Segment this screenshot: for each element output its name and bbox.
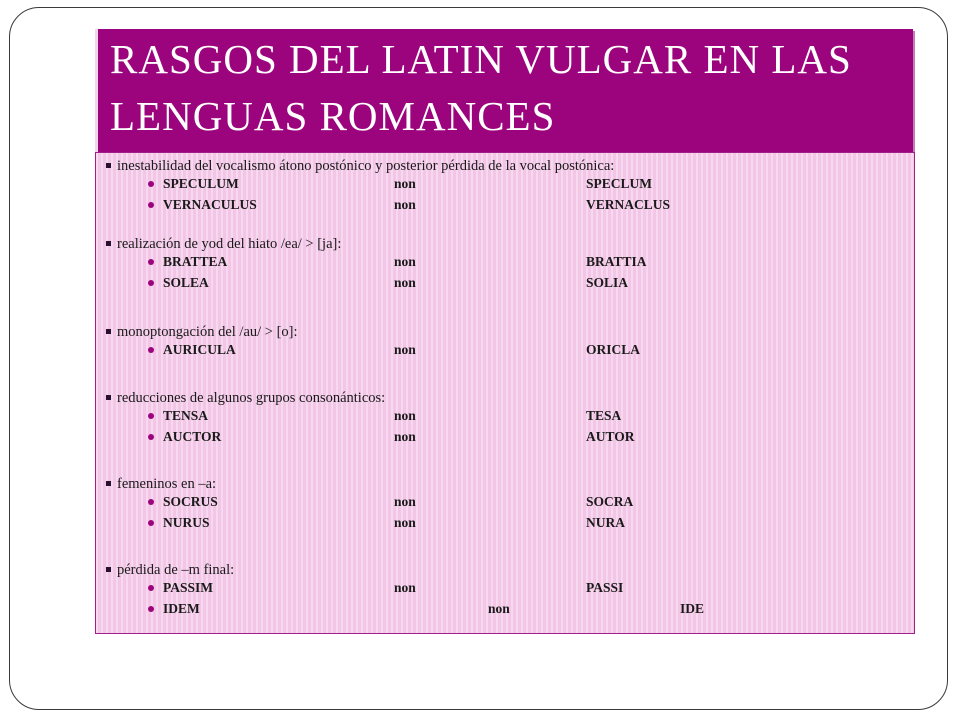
vulgar-form: SOLIA	[586, 275, 629, 290]
list-item	[96, 578, 914, 598]
vulgar-form: IDE	[680, 601, 705, 616]
non-label: non	[394, 580, 416, 595]
slide-title: RASGOS DEL LATIN VULGAR EN LAS LENGUAS ROMANCES	[110, 36, 852, 139]
non-label: non	[394, 408, 416, 423]
section-heading	[106, 322, 298, 342]
latin-word: VERNACULUS	[163, 197, 257, 212]
non-label: non	[488, 601, 510, 616]
latin-word: NURUS	[163, 515, 210, 530]
square-bullet-icon	[106, 395, 111, 400]
latin-word: SOLEA	[163, 275, 209, 290]
title-box	[95, 29, 913, 152]
vulgar-form: TESA	[586, 408, 622, 423]
list-item	[96, 174, 914, 194]
non-label: non	[394, 275, 416, 290]
section-heading-text: monoptongación del /au/ > [o]:	[117, 324, 298, 340]
non-label: non	[394, 515, 416, 530]
latin-word: AURICULA	[163, 342, 236, 357]
latin-word: PASSIM	[163, 580, 214, 595]
list-item	[96, 273, 914, 293]
bullet-dot-icon	[148, 202, 154, 208]
bullet-dot-icon	[148, 434, 154, 440]
bullet-dot-icon	[148, 413, 154, 419]
section-heading-text: femeninos en –a:	[117, 476, 217, 492]
non-label: non	[394, 176, 416, 191]
list-item	[96, 599, 914, 619]
bullet-dot-icon	[148, 499, 154, 505]
bullet-dot-icon	[148, 347, 154, 353]
vulgar-form: SPECLUM	[586, 176, 653, 191]
list-item	[96, 406, 914, 426]
vulgar-form: VERNACLUS	[586, 197, 671, 212]
latin-word: SPECULUM	[163, 176, 239, 191]
bullet-dot-icon	[148, 280, 154, 286]
section-heading	[106, 234, 341, 254]
list-item	[96, 195, 914, 215]
section-heading	[106, 388, 385, 408]
non-label: non	[394, 342, 416, 357]
section-heading-text: pérdida de –m final:	[117, 562, 235, 578]
square-bullet-icon	[106, 163, 111, 168]
non-label: non	[394, 429, 416, 444]
section-heading	[106, 156, 614, 176]
latin-word: BRATTEA	[163, 254, 228, 269]
non-label: non	[394, 254, 416, 269]
vulgar-form: BRATTIA	[586, 254, 647, 269]
vulgar-form: NURA	[586, 515, 625, 530]
list-item	[96, 513, 914, 533]
square-bullet-icon	[106, 481, 111, 486]
non-label: non	[394, 494, 416, 509]
square-bullet-icon	[106, 329, 111, 334]
section-heading	[106, 560, 234, 580]
square-bullet-icon	[106, 567, 111, 572]
latin-word: AUCTOR	[163, 429, 222, 444]
list-item	[96, 492, 914, 512]
latin-word: TENSA	[163, 408, 209, 423]
content-box	[95, 152, 915, 634]
list-item	[96, 340, 914, 360]
section-heading-text: inestabilidad del vocalismo átono postónico y posterior pérdida de la vocal postónica:	[117, 158, 615, 174]
bullet-dot-icon	[148, 585, 154, 591]
vulgar-form: SOCRA	[586, 494, 634, 509]
list-item	[96, 427, 914, 447]
bullet-dot-icon	[148, 181, 154, 187]
square-bullet-icon	[106, 241, 111, 246]
bullet-dot-icon	[148, 520, 154, 526]
section-heading-text: realización de yod del hiato /ea/ > [ja]:	[117, 236, 342, 252]
vulgar-form: PASSI	[586, 580, 624, 595]
latin-word: IDEM	[163, 601, 200, 616]
vulgar-form: ORICLA	[586, 342, 641, 357]
bullet-dot-icon	[148, 606, 154, 612]
list-item	[96, 252, 914, 272]
vulgar-form: AUTOR	[586, 429, 635, 444]
section-heading	[106, 474, 216, 494]
bullet-dot-icon	[148, 259, 154, 265]
content-list	[96, 153, 914, 633]
latin-word: SOCRUS	[163, 494, 218, 509]
non-label: non	[394, 197, 416, 212]
section-heading-text: reducciones de algunos grupos consonánticos:	[117, 390, 386, 406]
